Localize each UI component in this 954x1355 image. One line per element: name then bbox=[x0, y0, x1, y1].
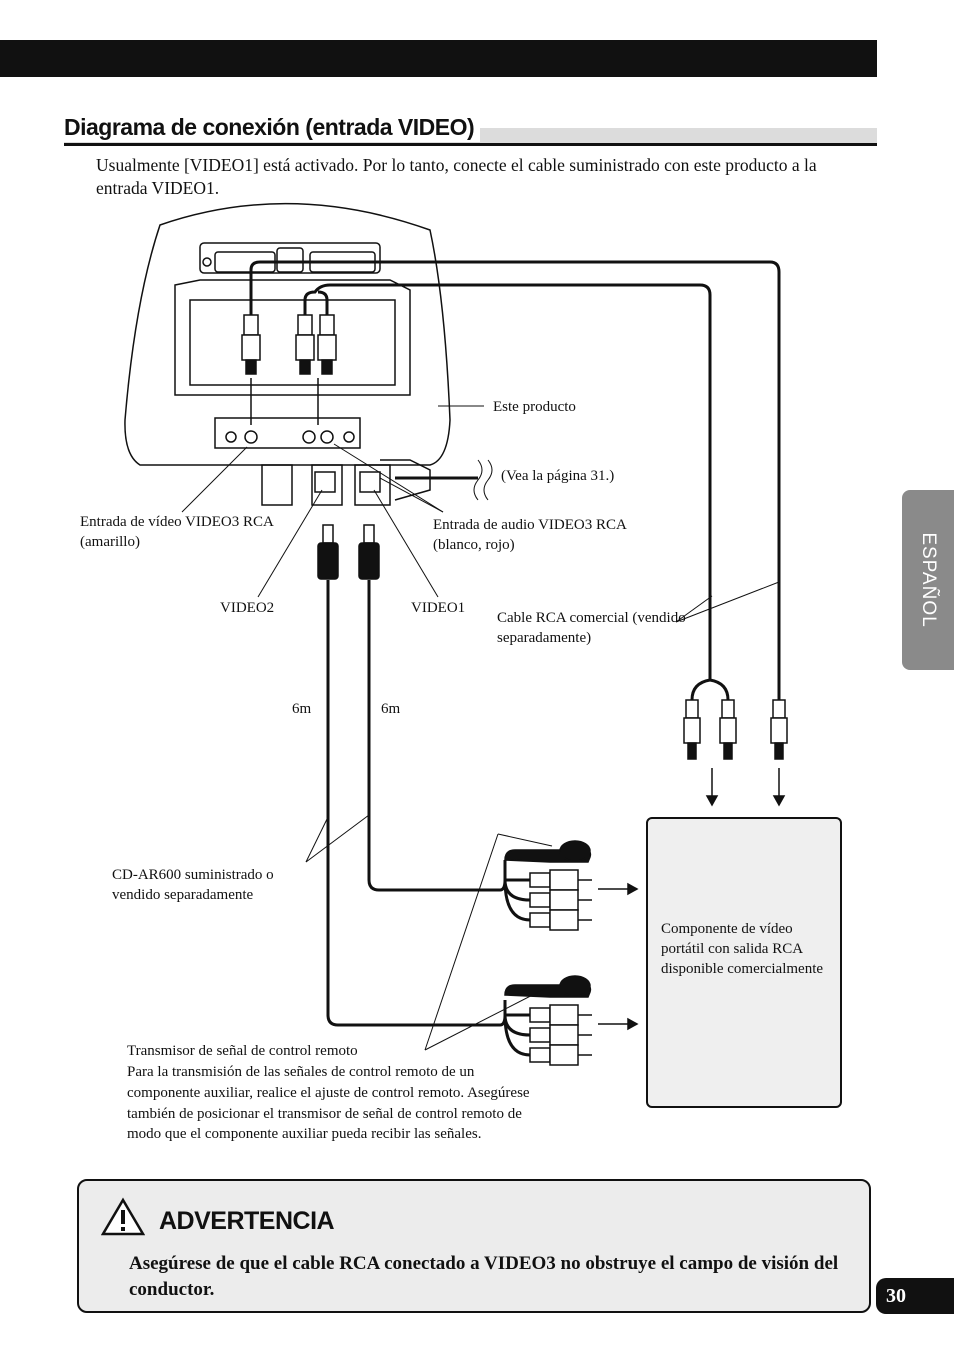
page-title: Diagrama de conexión (entrada VIDEO) bbox=[64, 112, 480, 142]
language-tab bbox=[902, 490, 954, 670]
warning-box bbox=[77, 1179, 871, 1313]
label-video1: VIDEO1 bbox=[411, 600, 466, 616]
language-tab-label: ESPAÑOL bbox=[918, 532, 939, 628]
label-vea-pagina: (Vea la página 31.) bbox=[501, 468, 615, 484]
label-transmisor: Transmisor de señal de control remoto bbox=[127, 1043, 358, 1059]
label-entrada-video: Entrada de vídeo VIDEO3 RCA (amarillo) bbox=[80, 514, 274, 550]
page-number: 30 bbox=[876, 1278, 954, 1314]
label-cable-length-left: 6m bbox=[292, 701, 312, 717]
label-este-producto: Este producto bbox=[493, 399, 576, 415]
label-cd-ar600: CD-AR600 suministrado o vendido separadamente bbox=[112, 867, 274, 903]
product-unit bbox=[125, 204, 450, 505]
transmitter-upper bbox=[505, 841, 592, 930]
mini-jack-plugs bbox=[318, 525, 379, 579]
label-entrada-audio: Entrada de audio VIDEO3 RCA (blanco, rojo) bbox=[433, 517, 627, 553]
label-transmisor-body: Para la transmisión de las señales de control remoto de un componente auxiliar, realice el ajuste de control remoto. Asegúrese también de posicionar el transmisor de señal de control remoto de modo que el componente auxiliar pueda recibir las señales. bbox=[127, 1064, 530, 1143]
warning-title: ADVERTENCIA bbox=[159, 1207, 335, 1235]
rca-plugs-right bbox=[684, 700, 787, 759]
warning-icon bbox=[101, 1197, 145, 1237]
warning-text: Asegúrese de que el cable RCA conectado a VIDEO3 no obstruye el campo de visión del conductor. bbox=[129, 1253, 839, 1300]
label-cable-length-right: 6m bbox=[381, 701, 401, 717]
label-componente: Componente de vídeo portátil con salida RCA disponible comercialmente bbox=[661, 921, 824, 977]
label-video2: VIDEO2 bbox=[220, 600, 275, 616]
intro-paragraph: Usualmente [VIDEO1] está activado. Por lo tanto, conecte el cable suministrado con este producto a la entrada VIDEO1. bbox=[96, 155, 817, 198]
label-cable-rca: Cable RCA comercial (vendido separadamente) bbox=[497, 610, 686, 646]
transmitter-lower bbox=[505, 976, 592, 1065]
